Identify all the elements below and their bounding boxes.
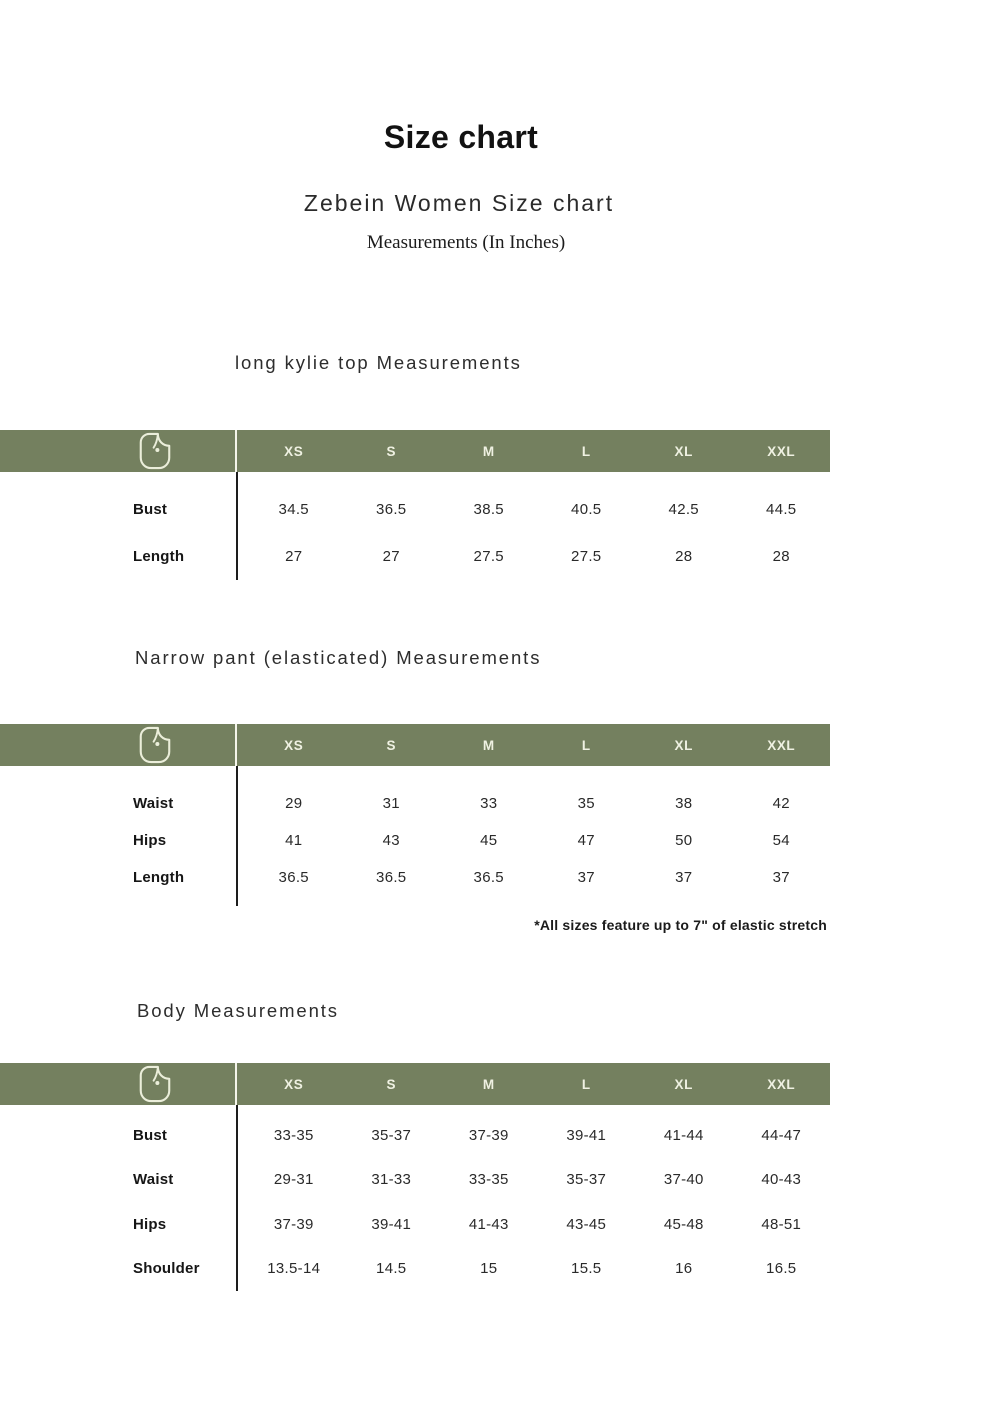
table-header-row (0, 430, 830, 472)
row-values (236, 795, 830, 812)
page-title: Size chart (383, 119, 539, 155)
value-cell: 35-37 (371, 1126, 412, 1144)
value-cell: 43-45 (566, 1215, 607, 1233)
value-cell: 40-43 (761, 1171, 802, 1189)
value-cell: 54 (772, 832, 790, 849)
value-cell: 29 (285, 795, 303, 812)
value-cell: 28 (772, 548, 790, 565)
row-values (236, 1171, 830, 1188)
header-divider-line (235, 724, 237, 766)
value-cell: 37 (675, 869, 693, 886)
size-table-section (0, 647, 830, 933)
table-row (0, 486, 830, 533)
value-cell: 41 (285, 832, 303, 849)
measurement-unit-note: Measurements (In Inches) (366, 232, 566, 253)
value-cell: 40.5 (571, 501, 602, 518)
table-body (0, 766, 830, 896)
size-header-xxl: XXL (767, 1076, 796, 1092)
value-cell: 27 (382, 548, 400, 565)
size-table (0, 1063, 830, 1291)
size-header-cols (236, 1063, 830, 1105)
value-cell: 27.5 (571, 548, 602, 565)
value-cell: 15 (480, 1260, 498, 1278)
size-header-xl: XL (674, 443, 693, 459)
value-cell: 50 (675, 832, 693, 849)
size-header-s: S (386, 737, 397, 753)
size-header-xxl: XXL (767, 737, 796, 753)
row-values (236, 548, 830, 565)
value-cell: 36.5 (376, 869, 407, 886)
table-row (0, 533, 830, 580)
size-header-m: M (482, 737, 495, 753)
size-header-s: S (386, 443, 397, 459)
value-cell: 37-39 (273, 1215, 314, 1233)
table-title: Narrow pant (elasticated) Measurements (135, 647, 542, 668)
value-cell: 41-44 (663, 1126, 704, 1144)
value-cell: 42.5 (668, 501, 699, 518)
size-header-l: L (581, 737, 591, 753)
table-header-icon-cell (0, 430, 236, 472)
table-header-row (0, 724, 830, 766)
value-cell: 41-43 (468, 1215, 509, 1233)
table-note: *All sizes feature up to 7" of elastic stretch (534, 917, 827, 933)
value-cell: 27.5 (473, 548, 504, 565)
value-cell: 16.5 (766, 1260, 797, 1278)
table-row (0, 1202, 830, 1247)
size-table-section (0, 1000, 830, 1291)
value-cell: 33-35 (468, 1171, 509, 1189)
value-cell: 37 (772, 869, 790, 886)
size-table (0, 724, 830, 896)
value-cell: 37-39 (468, 1126, 509, 1144)
table-header-icon-cell (0, 724, 236, 766)
size-header-l: L (581, 1076, 591, 1092)
value-cell: 34.5 (278, 501, 309, 518)
value-cell: 14.5 (376, 1260, 407, 1278)
table-row (0, 1113, 830, 1158)
header-divider-line (235, 1063, 237, 1105)
size-header-xs: XS (284, 1076, 304, 1092)
row-values (236, 1216, 830, 1233)
value-cell: 31-33 (371, 1171, 412, 1189)
table-title: Body Measurements (137, 1000, 339, 1021)
size-header-xs: XS (284, 443, 304, 459)
column-divider-line (236, 766, 238, 906)
size-header-xxl: XXL (767, 443, 796, 459)
value-cell: 33-35 (273, 1126, 314, 1144)
value-cell: 39-41 (566, 1126, 607, 1144)
header-divider-line (235, 430, 237, 472)
page-subtitle: Zebein Women Size chart (303, 190, 615, 216)
value-cell: 13.5-14 (267, 1260, 321, 1278)
value-cell: 39-41 (371, 1215, 412, 1233)
value-cell: 31 (382, 795, 400, 812)
value-cell: 48-51 (761, 1215, 802, 1233)
size-table-section (0, 352, 830, 580)
value-cell: 28 (675, 548, 693, 565)
size-header-cols (236, 430, 830, 472)
value-cell: 29-31 (273, 1171, 314, 1189)
value-cell: 45-48 (663, 1215, 704, 1233)
value-cell: 43 (382, 832, 400, 849)
value-cell: 27 (285, 548, 303, 565)
size-header-l: L (581, 443, 591, 459)
table-row (0, 1247, 830, 1292)
row-label: Length (133, 548, 185, 565)
table-body (0, 472, 830, 580)
table-header-icon-cell (0, 1063, 236, 1105)
value-cell: 16 (675, 1260, 693, 1278)
row-values (236, 501, 830, 518)
value-cell: 37 (577, 869, 595, 886)
value-cell: 45 (480, 832, 498, 849)
row-label: Bust (133, 1126, 168, 1144)
value-cell: 36.5 (278, 869, 309, 886)
value-cell: 15.5 (571, 1260, 602, 1278)
column-divider-line (236, 1105, 238, 1291)
table-row (0, 822, 830, 859)
table-title: long kylie top Measurements (235, 352, 522, 373)
value-cell: 44.5 (766, 501, 797, 518)
value-cell: 42 (772, 795, 790, 812)
size-header-xl: XL (674, 737, 693, 753)
row-values (236, 1127, 830, 1144)
column-divider-line (236, 472, 238, 580)
fabric-swatch-icon (138, 1065, 172, 1103)
row-label: Waist (133, 795, 174, 812)
value-cell: 44-47 (761, 1126, 802, 1144)
size-table (0, 430, 830, 580)
value-cell: 35 (577, 795, 595, 812)
row-values (236, 1260, 830, 1277)
row-values (236, 832, 830, 849)
table-row (0, 859, 830, 896)
size-header-m: M (482, 443, 495, 459)
value-cell: 38.5 (473, 501, 504, 518)
value-cell: 33 (480, 795, 498, 812)
row-label: Length (133, 869, 185, 886)
value-cell: 36.5 (376, 501, 407, 518)
size-header-m: M (482, 1076, 495, 1092)
fabric-swatch-icon (138, 726, 172, 764)
value-cell: 37-40 (663, 1171, 704, 1189)
size-header-s: S (386, 1076, 397, 1092)
row-label: Waist (133, 1171, 174, 1189)
size-header-xs: XS (284, 737, 304, 753)
row-label: Shoulder (133, 1260, 200, 1278)
size-header-xl: XL (674, 1076, 693, 1092)
value-cell: 36.5 (473, 869, 504, 886)
row-label: Bust (133, 501, 168, 518)
table-body (0, 1105, 830, 1291)
table-row (0, 785, 830, 822)
value-cell: 47 (577, 832, 595, 849)
table-row (0, 1158, 830, 1203)
row-values (236, 869, 830, 886)
value-cell: 35-37 (566, 1171, 607, 1189)
table-header-row (0, 1063, 830, 1105)
row-label: Hips (133, 832, 167, 849)
value-cell: 38 (675, 795, 693, 812)
size-header-cols (236, 724, 830, 766)
row-label: Hips (133, 1215, 167, 1233)
fabric-swatch-icon (138, 432, 172, 470)
